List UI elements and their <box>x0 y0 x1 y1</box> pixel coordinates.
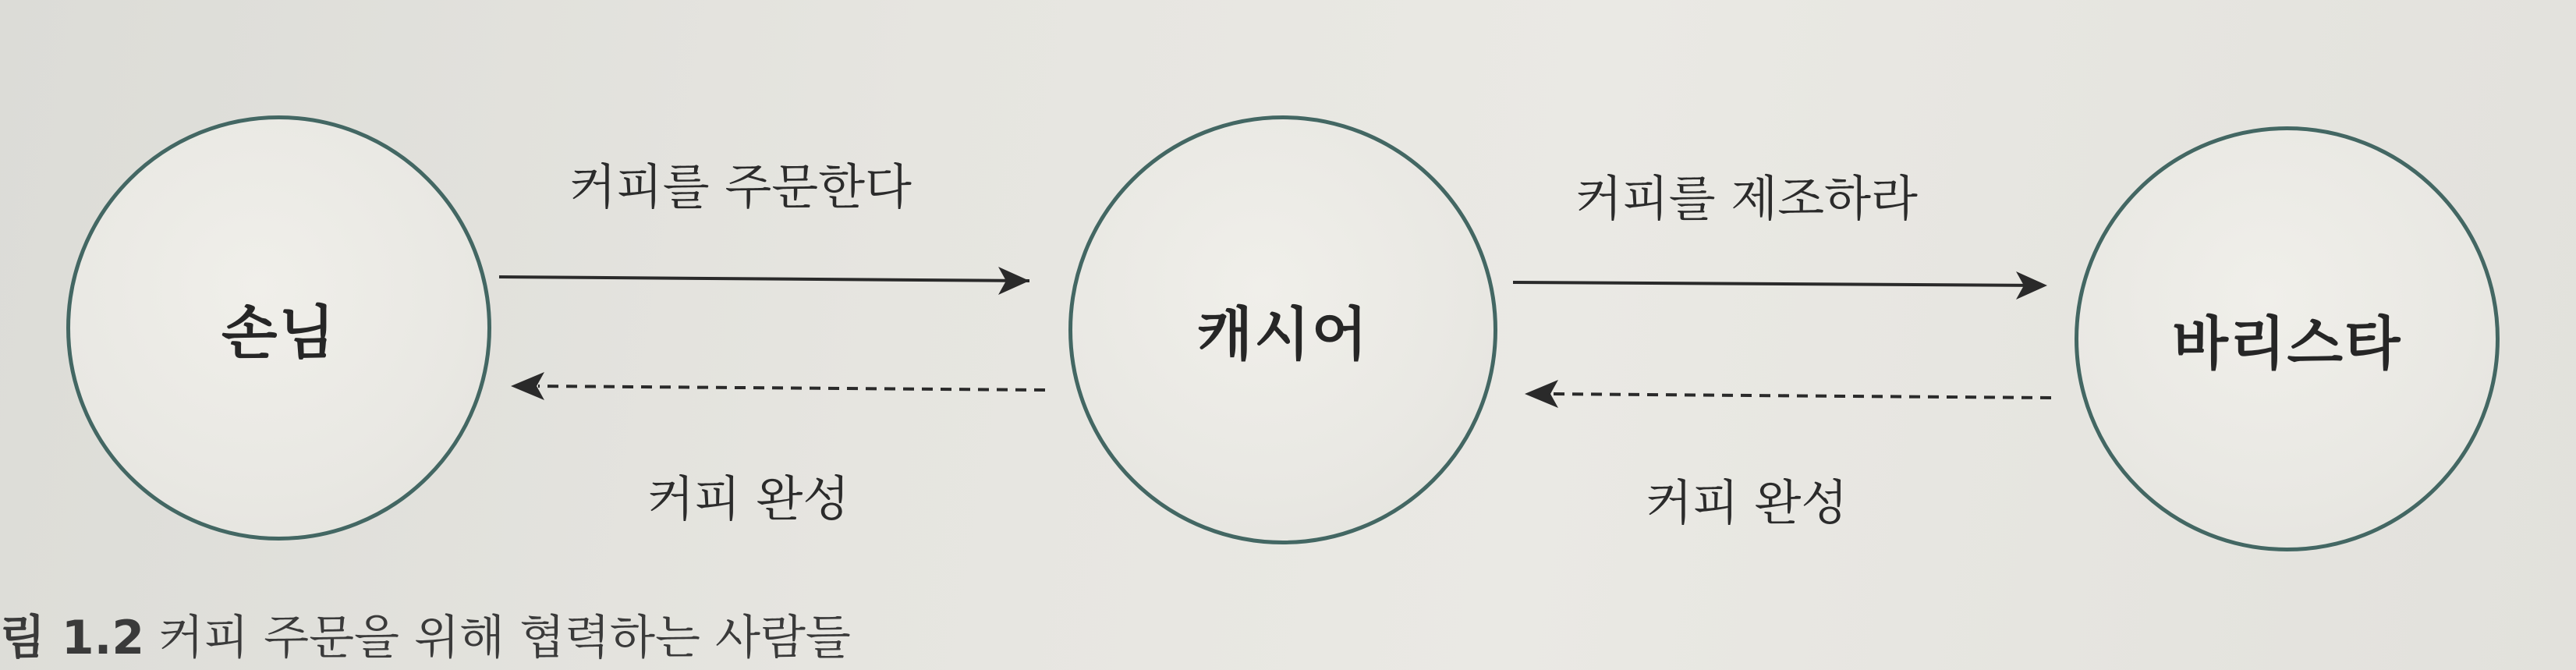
edge-label-make-coffee: 커피를 제조하라 <box>1575 170 1918 227</box>
edge-coffee-done-to-customer <box>511 372 1045 400</box>
node-cashier <box>1068 115 1497 544</box>
edge-order-coffee <box>499 267 1029 295</box>
node-cashier-label: 캐시어 <box>1196 301 1369 368</box>
node-barista <box>2075 126 2500 551</box>
edge-label-order-coffee: 커피를 주문한다 <box>569 158 912 215</box>
figure-caption-text: 커피 주문을 위해 협력하는 사람들 <box>158 611 851 665</box>
node-barista-label: 바리스타 <box>2172 310 2402 378</box>
edge-label-coffee-done-to-cashier: 커피 완성 <box>1646 474 1848 531</box>
figure-caption-number: 림 1.2 <box>0 611 145 665</box>
node-customer <box>66 115 491 541</box>
edge-coffee-done-to-cashier <box>1525 380 2051 408</box>
edge-make-coffee <box>1513 271 2047 300</box>
figure-caption <box>0 601 851 668</box>
edge-label-coffee-done-to-customer: 커피 완성 <box>647 470 850 527</box>
node-customer-label: 손님 <box>221 299 336 367</box>
